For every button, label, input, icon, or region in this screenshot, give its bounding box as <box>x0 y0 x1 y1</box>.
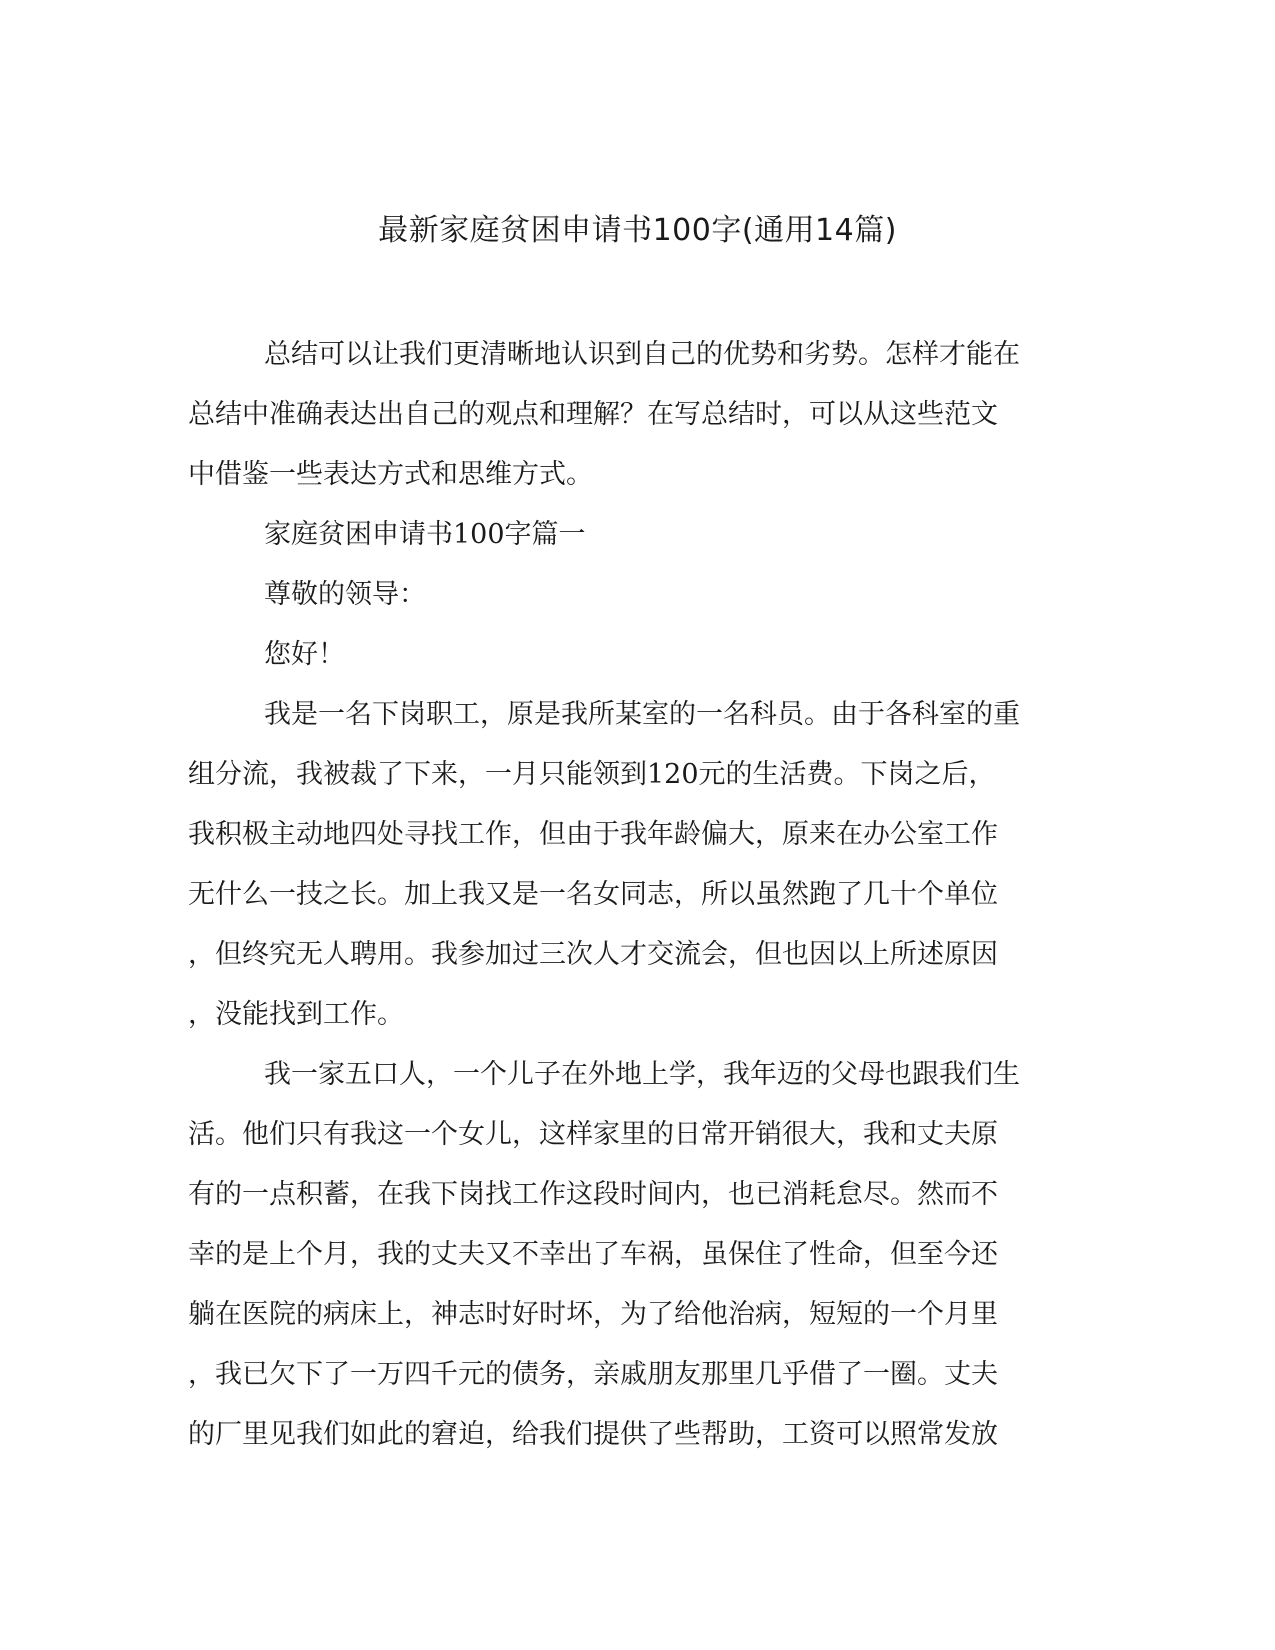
body-line: 无什么一技之长。加上我又是一名女同志，所以虽然跑了几十个单位 <box>188 879 998 910</box>
document-title: 最新家庭贫困申请书100字(通用14篇) <box>378 213 897 248</box>
body-line: 幸的是上个月，我的丈夫又不幸出了车祸，虽保住了性命，但至今还 <box>188 1239 998 1270</box>
body-line: 总结中准确表达出自己的观点和理解？在写总结时，可以从这些范文 <box>188 399 998 430</box>
body-line: 的厂里见我们如此的窘迫，给我们提供了些帮助，工资可以照常发放 <box>188 1419 998 1450</box>
body-line: 我一家五口人，一个儿子在外地上学，我年迈的父母也跟我们生 <box>264 1059 1020 1090</box>
body-line: 中借鉴一些表达方式和思维方式。 <box>188 459 593 490</box>
document-body <box>188 325 1068 1465</box>
body-line: 活。他们只有我这一个女儿，这样家里的日常开销很大，我和丈夫原 <box>188 1119 998 1150</box>
body-line: ，没能找到工作。 <box>188 999 404 1030</box>
salutation: 尊敬的领导： <box>264 579 426 610</box>
greeting: 您好！ <box>264 639 345 670</box>
body-line: ，但终究无人聘用。我参加过三次人才交流会，但也因以上所述原因 <box>188 939 998 970</box>
body-line: 我积极主动地四处寻找工作，但由于我年龄偏大，原来在办公室工作 <box>188 819 998 850</box>
body-line: 总结可以让我们更清晰地认识到自己的优势和劣势。怎样才能在 <box>264 339 1020 370</box>
body-line: 组分流，我被裁了下来，一月只能领到120元的生活费。下岗之后， <box>188 759 996 790</box>
body-line: 有的一点积蓄，在我下岗找工作这段时间内，也已消耗怠尽。然而不 <box>188 1179 998 1210</box>
body-line: 我是一名下岗职工，原是我所某室的一名科员。由于各科室的重 <box>264 699 1020 730</box>
section-heading: 家庭贫困申请书100字篇一 <box>264 519 586 550</box>
body-line: ，我已欠下了一万四千元的债务，亲戚朋友那里几乎借了一圈。丈夫 <box>188 1359 998 1390</box>
body-line: 躺在医院的病床上，神志时好时坏，为了给他治病，短短的一个月里 <box>188 1299 998 1330</box>
